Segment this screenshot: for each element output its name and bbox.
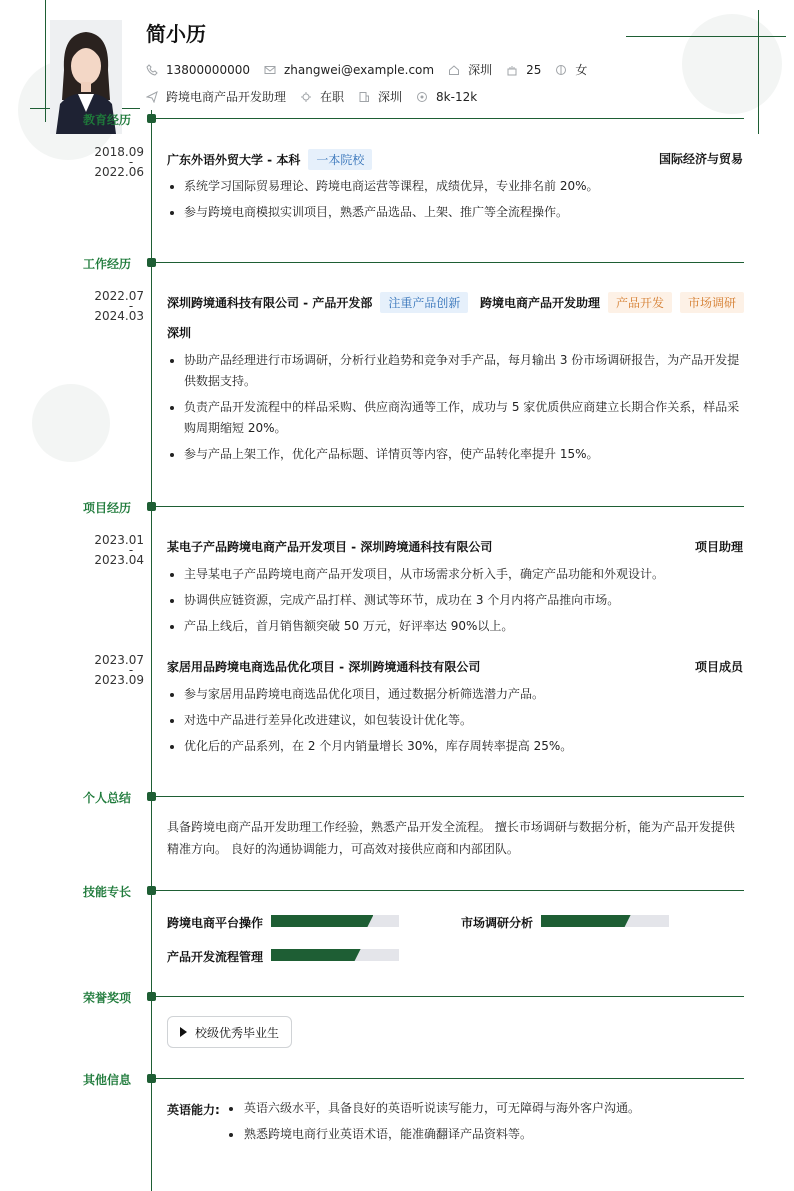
- list-item: 参与跨境电商模拟实训项目，熟悉产品选品、上架、推广等全流程操作。: [167, 202, 744, 223]
- decorative-line: [626, 36, 786, 37]
- decorative-circle-top-right: [682, 14, 782, 114]
- timeline-line: [151, 110, 152, 1191]
- status-icon: [300, 91, 312, 103]
- info-age: 25: [506, 63, 541, 77]
- list-item: 熟悉跨境电商行业英语术语，能准确翻译产品资料等。: [228, 1124, 640, 1145]
- position-tag: 市场调研: [680, 292, 744, 313]
- section-marker: [147, 992, 156, 1001]
- project-date: 2023.01 - 2023.04: [94, 533, 144, 567]
- project-bullets: [167, 564, 744, 642]
- section-divider: [156, 796, 744, 797]
- decorative-circle-mid-left: [32, 384, 110, 462]
- info-email: zhangwei@example.com: [264, 63, 434, 77]
- skill-bar-fill: [271, 915, 373, 927]
- school-tag: 一本院校: [308, 149, 372, 170]
- position-tag: 产品开发: [608, 292, 672, 313]
- list-item: 参与家居用品跨境电商选品优化项目，通过数据分析筛选潜力产品。: [167, 684, 744, 705]
- section-title-project: 项目经历: [83, 501, 132, 515]
- salary-icon: [416, 91, 428, 103]
- list-item: 产品上线后，首月销售额突破 50 万元，好评率达 90%以上。: [167, 616, 744, 637]
- section-title-other: 其他信息: [83, 1073, 132, 1087]
- skill-label: 市场调研分析: [461, 916, 534, 930]
- work-company: 深圳跨境通科技有限公司 - 产品开发部 注重产品创新: [167, 292, 468, 313]
- other-bullets: [228, 1098, 640, 1150]
- section-title-skills: 技能专长: [83, 885, 132, 899]
- list-item: 参与产品上架工作，优化产品标题、详情页等内容，使产品转化率提升 15%。: [167, 444, 744, 465]
- work-date: 2022.07 - 2024.03: [94, 289, 144, 323]
- work-city: 深圳: [167, 326, 192, 340]
- phone-icon: [146, 64, 158, 76]
- project-date: 2023.07 - 2023.09: [94, 653, 144, 687]
- info-salary: 8k-12k: [416, 90, 477, 104]
- info-work-city: 深圳: [358, 88, 402, 105]
- mail-icon: [264, 64, 276, 76]
- project-role: 项目助理: [694, 540, 743, 554]
- education-major: 国际经济与贸易: [658, 152, 743, 166]
- section-divider: [156, 1078, 744, 1079]
- section-marker: [147, 114, 156, 123]
- work-position: 跨境电商产品开发助理: [479, 296, 600, 310]
- award-item[interactable]: 校级优秀毕业生: [167, 1016, 292, 1048]
- work-bullets: [167, 350, 744, 470]
- skill-bar: [271, 949, 399, 961]
- building-icon: [358, 91, 370, 103]
- section-title-summary: 个人总结: [83, 791, 132, 805]
- info-status: 在职: [300, 88, 344, 105]
- contact-row: [146, 61, 601, 78]
- section-marker: [147, 792, 156, 801]
- info-phone: 13800000000: [146, 63, 250, 77]
- section-marker: [147, 502, 156, 511]
- list-item: 协调供应链资源，完成产品打样、测试等环节，成功在 3 个月内将产品推向市场。: [167, 590, 744, 611]
- list-item: 主导某电子产品跨境电商产品开发项目，从市场需求分析入手，确定产品功能和外观设计。: [167, 564, 744, 585]
- section-divider: [156, 890, 744, 891]
- info-city: 深圳: [448, 61, 492, 78]
- section-marker: [147, 1074, 156, 1083]
- skill-bar: [271, 915, 399, 927]
- list-item: 对选中产品进行差异化改进建议，如包装设计优化等。: [167, 710, 744, 731]
- candidate-name: 简小历: [146, 22, 206, 46]
- skill-bar-fill: [271, 949, 361, 961]
- summary-text: 具备跨境电商产品开发助理工作经验，熟悉产品开发全流程。 擅长市场调研与数据分析，能为产品开发提供精准方向。 良好的沟通协调能力，可高效对接供应商和内部团队。: [167, 820, 735, 856]
- info-position: 跨境电商产品开发助理: [146, 88, 286, 105]
- project-bullets: [167, 684, 744, 762]
- section-divider: [156, 996, 744, 997]
- section-title-work: 工作经历: [83, 257, 132, 271]
- section-title-awards: 荣誉奖项: [83, 991, 132, 1005]
- section-marker: [147, 886, 156, 895]
- project-title: 某电子产品跨境电商产品开发项目 - 深圳跨境通科技有限公司: [167, 540, 493, 554]
- project-title: 家居用品跨境电商选品优化项目 - 深圳跨境通科技有限公司: [167, 660, 481, 674]
- skill-bar: [541, 915, 669, 927]
- list-item: 负责产品开发流程中的样品采购、供应商沟通等工作，成功与 5 家优质供应商建立长期合作关系，样品采购周期缩短 20%。: [167, 397, 744, 439]
- work-position-row: [480, 292, 744, 313]
- section-title-education: 教育经历: [83, 113, 132, 127]
- info-gender: 女: [555, 61, 587, 78]
- skill-label: 产品开发流程管理: [167, 950, 264, 964]
- list-item: 协助产品经理进行市场调研，分析行业趋势和竞争对手产品，每月输出 3 份市场调研报告，为产品开发提供数据支持。: [167, 350, 744, 392]
- skill-label: 跨境电商平台操作: [167, 916, 264, 930]
- section-marker: [147, 258, 156, 267]
- education-bullets: [167, 176, 744, 228]
- send-icon: [146, 91, 158, 103]
- education-school: 广东外语外贸大学 - 本科 一本院校: [167, 149, 372, 170]
- project-role: 项目成员: [694, 660, 743, 674]
- decorative-line: [45, 0, 46, 122]
- gender-icon: [555, 64, 567, 76]
- home-icon: [448, 64, 460, 76]
- company-tag: 注重产品创新: [380, 292, 468, 313]
- list-item: 英语六级水平，具备良好的英语听说读写能力，可无障碍与海外客户沟通。: [228, 1098, 640, 1119]
- section-divider: [156, 262, 744, 263]
- other-label: 英语能力:: [167, 1103, 220, 1117]
- age-icon: [506, 64, 518, 76]
- education-date: 2018.09 - 2022.06: [94, 145, 144, 179]
- skill-bar-fill: [541, 915, 631, 927]
- section-divider: [156, 118, 744, 119]
- decorative-line: [758, 10, 759, 134]
- intent-row: [146, 88, 491, 105]
- list-item: 优化后的产品系列，在 2 个月内销量增长 30%，库存周转率提高 25%。: [167, 736, 744, 757]
- list-item: 系统学习国际贸易理论、跨境电商运营等课程，成绩优异，专业排名前 20%。: [167, 176, 744, 197]
- play-icon: [180, 1027, 187, 1037]
- section-divider: [156, 506, 744, 507]
